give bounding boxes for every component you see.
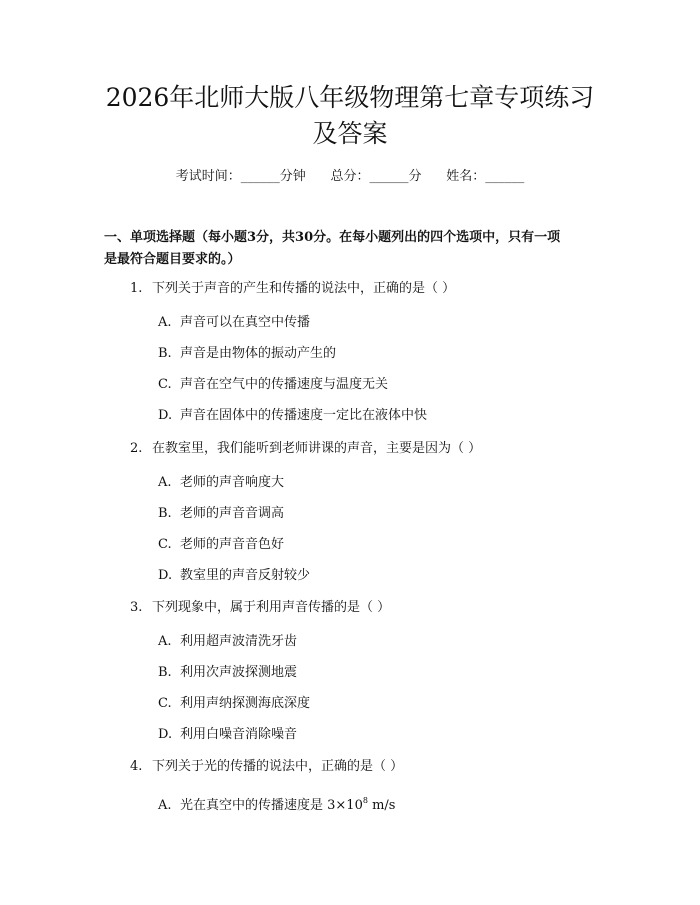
- option-letter: D.: [158, 727, 173, 742]
- question-1-option-c: [158, 376, 388, 394]
- question-3: [130, 599, 390, 617]
- question-4: [130, 758, 403, 776]
- question-1: [130, 280, 455, 298]
- option-text: 教室里的声音反射较少: [180, 568, 311, 583]
- option-letter: A.: [158, 634, 172, 649]
- option-text: 声音在固体中的传播速度一定比在液体中快: [180, 408, 428, 423]
- question-3-option-a: [158, 633, 297, 651]
- question-2-option-a: [158, 474, 284, 492]
- question-1-option-b: [158, 345, 336, 363]
- question-number: 4.: [130, 759, 143, 774]
- option-letter: C.: [158, 537, 172, 552]
- option-text: 声音在空气中的传播速度与温度无关: [180, 377, 389, 392]
- question-3-option-d: [158, 726, 297, 744]
- option-letter: A.: [158, 475, 172, 490]
- option-letter: B.: [158, 506, 172, 521]
- option-letter: D.: [158, 408, 173, 423]
- question-3-option-c: [158, 695, 310, 713]
- document-title-line1: 2026年北师大版八年级物理第七章专项练习: [105, 83, 595, 112]
- question-stem: 下列现象中，属于利用声音传播的是（ ）: [152, 600, 391, 615]
- option-text: 利用次声波探测地震: [180, 665, 298, 680]
- question-stem: 下列关于声音的产生和传播的说法中，正确的是（ ）: [152, 281, 456, 296]
- section-heading-line2: 是最符合题目要求的。）: [104, 252, 241, 267]
- option-text: 光在真空中的传播速度是 3×10: [180, 798, 363, 813]
- option-letter: D.: [158, 568, 173, 583]
- question-1-option-d: [158, 407, 427, 425]
- option-letter: C.: [158, 696, 172, 711]
- option-text: 利用白噪音消除噪音: [180, 727, 298, 742]
- option-letter: A.: [158, 315, 172, 330]
- question-3-option-b: [158, 664, 297, 682]
- option-superscript: 8: [362, 796, 368, 805]
- option-letter: C.: [158, 377, 172, 392]
- document-title-line2: 及答案: [312, 119, 388, 148]
- question-2-option-c: [158, 536, 284, 554]
- question-number: 1.: [130, 281, 143, 296]
- option-text: 老师的声音音调高: [180, 506, 285, 521]
- question-2: [130, 440, 481, 458]
- option-text: 声音可以在真空中传播: [180, 315, 311, 330]
- question-4-option-a: [158, 792, 395, 815]
- option-text: 利用声纳探测海底深度: [180, 696, 311, 711]
- exam-info-line: 考试时间：______分钟 总分：______分 姓名：______: [175, 169, 525, 184]
- option-unit: m/s: [367, 798, 396, 813]
- option-letter: B.: [158, 665, 172, 680]
- option-letter: B.: [158, 346, 172, 361]
- option-text: 利用超声波清洗牙齿: [180, 634, 298, 649]
- option-text: 声音是由物体的振动产生的: [180, 346, 337, 361]
- question-2-option-d: [158, 567, 310, 585]
- option-letter: A.: [158, 798, 172, 813]
- question-2-option-b: [158, 505, 284, 523]
- section-heading-line1: 一、单项选择题（每小题3分，共30分。在每小题列出的四个选项中，只有一项: [104, 230, 561, 245]
- option-text: 老师的声音响度大: [180, 475, 285, 490]
- question-1-option-a: [158, 314, 310, 332]
- question-number: 2.: [130, 441, 143, 456]
- question-stem: 在教室里，我们能听到老师讲课的声音，主要是因为（ ）: [152, 441, 482, 456]
- question-stem: 下列关于光的传播的说法中，正确的是（ ）: [152, 759, 404, 774]
- question-number: 3.: [130, 600, 143, 615]
- option-text: 老师的声音音色好: [180, 537, 285, 552]
